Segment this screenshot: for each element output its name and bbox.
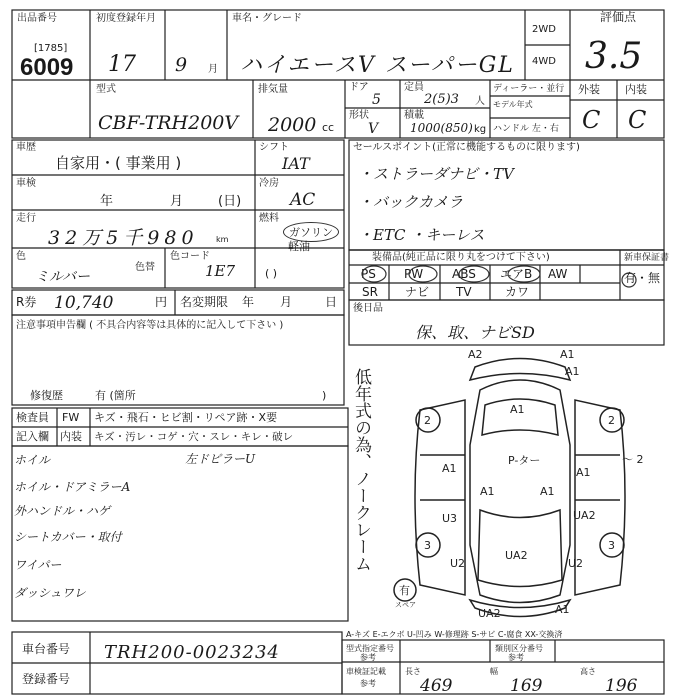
int-value: C [628, 106, 647, 134]
remark-right: 左ドピラーU [185, 452, 256, 466]
mark-3-left: 3 [424, 539, 431, 552]
lot-label: 出品番号 [17, 13, 57, 24]
mark-a1-front: A1 [560, 348, 575, 361]
inspection-day: (日) [218, 194, 242, 209]
mileage-label: 走行 [16, 213, 36, 224]
model-value: CBF-TRH200V [98, 112, 239, 134]
mark-ua2-rear: UA2 [505, 549, 528, 562]
damage-legend: A-キズ E-エクボ U-凹み W-修理跡 S-サビ C-腐食 XX-交換済 [346, 630, 563, 639]
mark-a1-bumper: A1 [555, 603, 570, 616]
remark-1: ホイル [14, 453, 51, 467]
mark-u2-left: U2 [450, 557, 466, 570]
reg-month-unit: 月 [208, 64, 218, 75]
mark-a1-right: A1 [576, 466, 591, 479]
int-label: 内装 [625, 83, 647, 96]
load-label: 積載 [404, 110, 424, 121]
ext-value: C [582, 106, 601, 134]
usage-value: 自家用・( 事業用 ) [55, 154, 182, 172]
car-front [470, 359, 570, 381]
chassis-value: TRH200-0023234 [104, 642, 280, 663]
name-change-label: 名変期限 [180, 295, 229, 309]
mark-u3-left: U3 [442, 512, 458, 525]
lot-sub: [1785] [34, 43, 68, 54]
lot-number: 6009 [20, 54, 74, 81]
car-damage-diagram [380, 345, 670, 630]
remark-4: シートカバー・取付 [14, 530, 122, 544]
doors-label: ドア [349, 82, 369, 93]
remark-2: ホイル・ドアミラーA [14, 480, 131, 494]
model-year-label: モデル年式 [493, 100, 533, 109]
fuel-diesel: 軽油 [288, 240, 310, 253]
mark-ua2-bumper: UA2 [478, 607, 501, 620]
mileage-value: 32万5千980 [48, 227, 199, 249]
width-value: 169 [510, 676, 543, 696]
mark-a1-r1: A1 [565, 365, 580, 378]
notes-label: 注意事項申告欄 ( 不具合内容等は具体的に記入して下さい ) [16, 320, 284, 331]
inspector-label-1: 検査員 [16, 411, 49, 424]
handle-label: ハンドル 左・右 [493, 124, 559, 134]
inspection-label: 車検 [16, 178, 36, 189]
disp-label: 排気量 [258, 84, 288, 95]
aftermarket-value: 保、取、ナビSD [415, 323, 535, 342]
point-3: ・ETC ・キーレス [358, 226, 485, 244]
shape-label: 形状 [349, 110, 369, 121]
recycle-value: 10,740 [54, 293, 114, 313]
recycle-unit: 円 [155, 295, 168, 309]
aftermarket-label: 後日品 [353, 303, 383, 314]
disp-unit: cc [322, 121, 335, 134]
fuel-paren: ( ) [265, 267, 278, 280]
equip-ps: PS [361, 267, 376, 281]
drive-2wd: 2WD [532, 24, 556, 35]
capacity-value: 2(5)3 [424, 92, 459, 107]
size-sub: 参考 [360, 679, 376, 688]
equip-navi: ナビ [405, 285, 430, 299]
fw-label: FW [62, 411, 80, 424]
inspection-month: 月 [170, 194, 184, 209]
mark-p-tar: P-ター [508, 454, 541, 467]
spare-sub: スペア [395, 601, 416, 609]
height-label: 高さ [580, 667, 596, 676]
mark-2-right: 2 [608, 414, 615, 427]
shift-value: IAT [282, 154, 310, 173]
ac-label: 冷房 [259, 178, 279, 189]
repair-label: 修復歴 [30, 389, 63, 402]
equip-abs: ABS [452, 267, 476, 281]
equip-airbag: エアB [500, 267, 533, 281]
dealer-label: ディーラー・並行 [493, 84, 565, 94]
width-label: 幅 [490, 667, 498, 676]
mark-tilde-2: ～ 2 [622, 453, 644, 466]
mark-u2-right: U2 [568, 557, 584, 570]
interior-items: キズ・汚レ・コゲ・穴・スレ・キレ・破レ [94, 431, 294, 443]
equip-aw: AW [548, 267, 568, 281]
repair-value: 有 (箇所 [95, 389, 136, 402]
length-label: 長さ [405, 667, 421, 676]
length-value: 469 [420, 676, 453, 696]
spare-label: 有 [399, 584, 410, 597]
color-change-label: 色替 [135, 262, 155, 273]
class-sub: 参考 [508, 653, 524, 662]
score-label: 評価点 [600, 10, 637, 24]
warranty-label: 新車保証書 [624, 253, 670, 263]
equipment-circles [349, 250, 664, 300]
mark-2-left: 2 [424, 414, 431, 427]
capacity-unit: 人 [475, 96, 485, 107]
mark-a1-c1: A1 [480, 485, 495, 498]
name-value: ハイエースV スーパーGL [240, 53, 515, 78]
equip-tv: TV [456, 285, 472, 299]
remark-6: ダッシュワレ [14, 586, 86, 600]
shift-label: シフト [259, 142, 289, 153]
load-unit: kg [474, 124, 487, 135]
mark-ua2-right: UA2 [573, 509, 596, 522]
color-code-label: 色コード [170, 251, 210, 262]
color-code-value: 1E7 [205, 262, 236, 280]
equip-pw: PW [404, 267, 424, 281]
inspector-label-2: 記入欄 [16, 430, 49, 443]
load-value: 1000(850) [410, 121, 473, 135]
repair-close: ) [322, 389, 327, 402]
interior-label: 内装 [60, 430, 82, 443]
equip-leather: カワ [505, 285, 530, 299]
mark-3-right: 3 [608, 539, 615, 552]
usage-label: 車歴 [16, 142, 36, 153]
color-value: ミルバー [35, 269, 91, 285]
name-change-day: 日 [325, 295, 338, 309]
reg-month: 9 [175, 54, 188, 76]
registration-label: 登録番号 [22, 672, 71, 686]
reg-year: 17 [108, 52, 136, 77]
type-no-sub: 参考 [360, 653, 376, 662]
model-label: 型式 [96, 84, 116, 95]
inspection-year: 年 [100, 194, 114, 209]
fuel-label: 燃料 [259, 213, 279, 224]
point-2: ・バックカメラ [358, 193, 464, 211]
class-label: 類別区分番号 [495, 644, 543, 653]
color-label: 色 [16, 251, 26, 262]
mark-a1-roof: A1 [510, 403, 525, 416]
mark-a1-left: A1 [442, 462, 457, 475]
name-change-month: 月 [280, 295, 293, 309]
chassis-label: 車台番号 [22, 642, 71, 656]
warranty-value: 有・無 [624, 271, 661, 285]
mileage-unit: km [216, 235, 229, 244]
fuel-gas: ガソリン [283, 222, 339, 242]
mark-a1-c2: A1 [540, 485, 555, 498]
doors-value: 5 [372, 92, 381, 108]
equip-sr: SR [362, 285, 378, 299]
type-no-label: 型式指定番号 [346, 644, 394, 653]
name-label: 車名・グレード [232, 13, 302, 24]
remark-3: 外ハンドル・ハゲ [14, 504, 111, 518]
point-1: ・ストラーダナビ・TV [358, 165, 514, 183]
disp-value: 2000 [268, 114, 317, 136]
capacity-label: 定員 [404, 82, 424, 93]
fw-items: キズ・飛石・ヒビ割・リペア跡・X要 [94, 411, 278, 424]
vertical-note: 低年式の為、ノークレーム [351, 368, 371, 572]
remark-5: ワイパー [14, 558, 62, 572]
score-value: 3.5 [585, 36, 643, 77]
equipment-label: 装備品(純正品に限り丸をつけて下さい) [372, 252, 550, 263]
mark-a2-front: A2 [468, 348, 483, 361]
shape-value: V [368, 121, 379, 137]
height-value: 196 [605, 676, 638, 696]
ac-value: AC [290, 190, 316, 210]
drive-4wd: 4WD [532, 56, 556, 67]
name-change-year: 年 [242, 295, 255, 309]
recycle-label: R券 [16, 295, 37, 309]
ext-label: 外装 [578, 83, 600, 96]
reg-label: 初度登録年月 [96, 13, 156, 24]
size-label: 車検証記載 [346, 667, 386, 676]
points-label: セールスポイント(正常に機能するものに限ります) [353, 142, 580, 153]
